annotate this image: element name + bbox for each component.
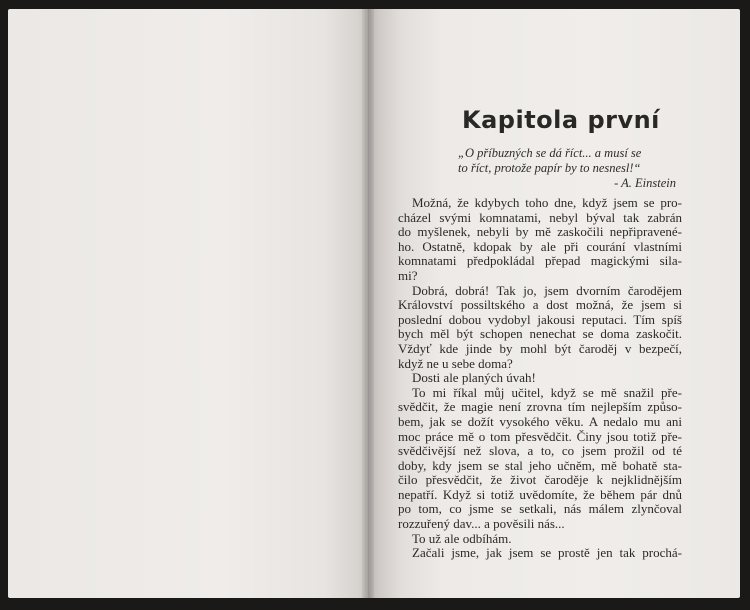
left-page <box>8 9 368 598</box>
text-line: bych měl být schopen nenechat se doma zaskočit. <box>398 326 682 342</box>
epigraph-line: „O příbuzných se dá říct... a musí se <box>458 146 642 160</box>
epigraph <box>458 146 678 191</box>
text-line: Dobrá, dobrá! Tak jo, jsem dvorním čarodějem <box>412 282 682 298</box>
text-line: komnatami předpokládal přepad magickými sila- <box>398 253 682 269</box>
epigraph-author: - A. Einstein <box>614 176 676 190</box>
text-line: svědčivější než slova, a to, co jsem prožil od té <box>398 443 682 459</box>
text-line: do myšlenek, nebyli by mě zaskočili nepřipravené- <box>398 224 682 240</box>
text-line: mi? <box>398 267 418 283</box>
text-line: To mi říkal můj učitel, když se mě snažil pře- <box>412 384 682 400</box>
text-line: cházel svými komnatami, nebyl býval tak zabrán <box>398 209 682 225</box>
text-line: svědčit, že magie není zrovna tím nejlepším způso- <box>398 399 682 415</box>
text-line: poslední dobou vydobyl jakousi reputaci. Tím spíš <box>398 311 682 327</box>
epigraph-line: to říct, protože papír by to nesnesl!“ <box>458 161 641 175</box>
text-line: Dosti ale planých úvah! <box>412 370 536 386</box>
text-line: bem, jak se dožít vysokého věku. A nedalo mu ani <box>398 413 682 429</box>
chapter-title: Kapitola první <box>462 106 660 134</box>
text-line: Království possiltského a dost možná, že jsem si <box>398 297 682 313</box>
text-line: doby, kdy jsem se stal jeho učněm, mě bohatě sta- <box>398 457 682 473</box>
book-spine <box>362 9 374 598</box>
chapter-body-text <box>398 196 682 561</box>
text-line: Vždyť kde jinde by mohl být čaroděj v bezpečí, <box>398 340 682 356</box>
text-line: nepatří. Když si totiž uvědomíte, že během pár dnů <box>398 486 682 502</box>
text-line: To už ale odbíhám. <box>412 530 512 546</box>
text-line: rozzuřený dav... a pověsili nás... <box>398 516 565 532</box>
text-line: ho. Ostatně, kdopak by ale při courání vlastními <box>398 238 682 254</box>
text-line: moc práce mě o tom přesvědčit. Činy jsou totiž pře- <box>398 428 682 444</box>
text-line: Možná, že kdybych toho dne, když jsem se pro- <box>412 195 682 210</box>
text-line: když ne u sebe doma? <box>398 355 513 371</box>
text-line: Začali jsme, jak jsem se prostě jen tak prochá- <box>412 545 682 561</box>
text-line: čilo přesvědčit, že život čaroděje k nejklidnějším <box>398 472 682 488</box>
text-line: po tom, co jsme se setkali, nás málem zlynčoval <box>398 501 682 517</box>
